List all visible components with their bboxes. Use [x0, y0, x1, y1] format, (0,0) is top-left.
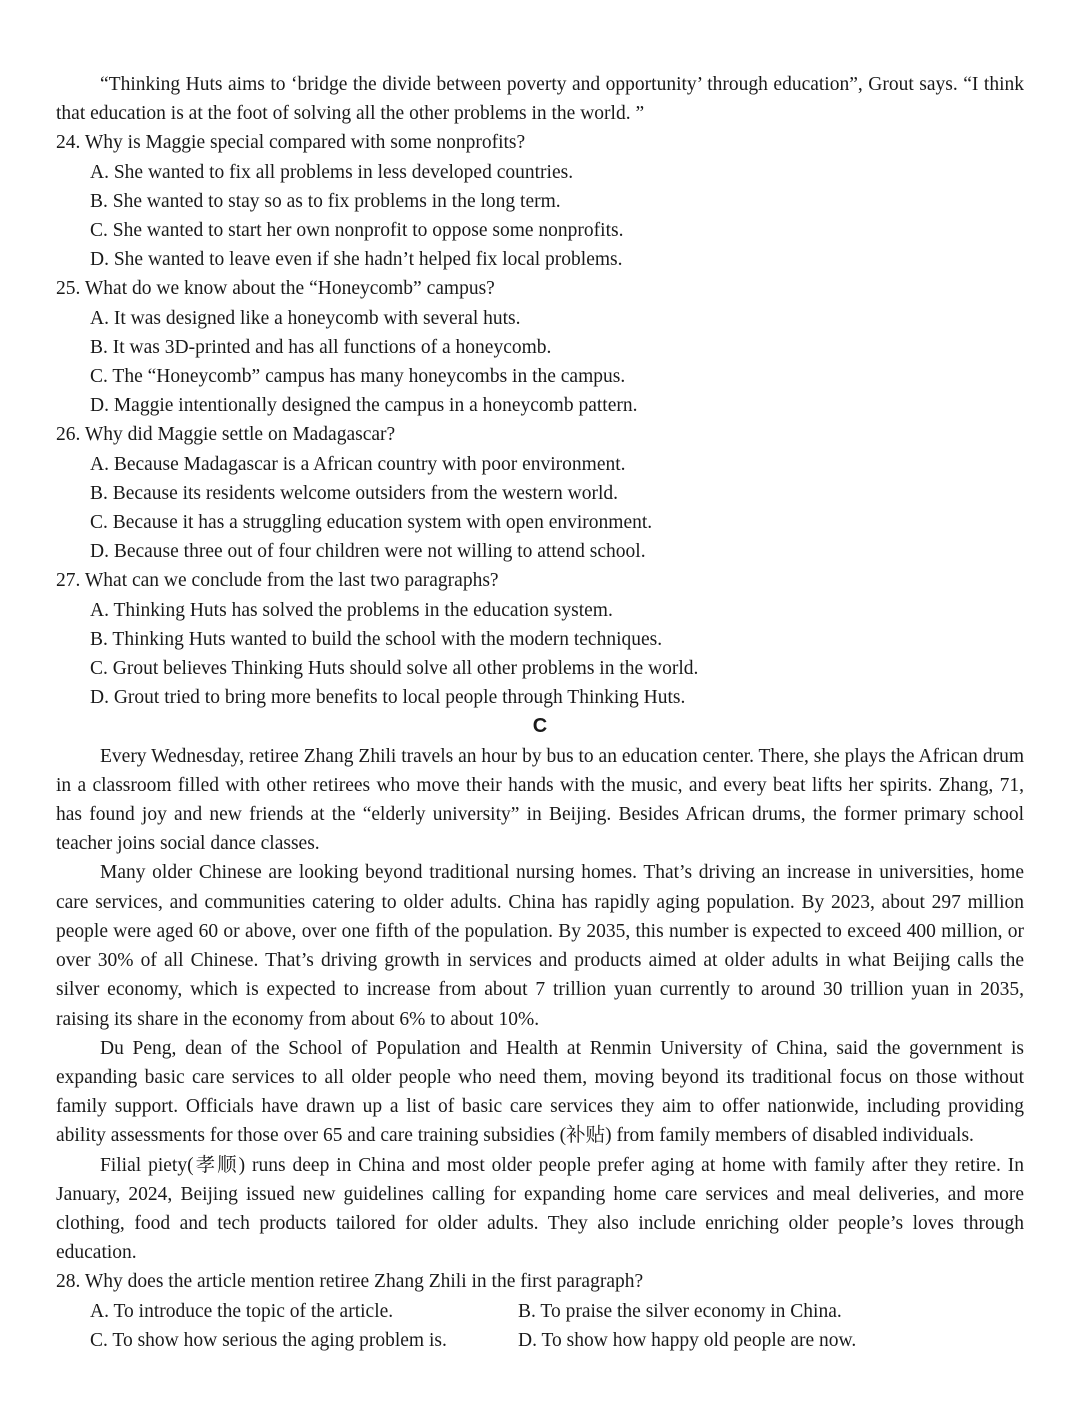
section-c-paragraph-3: Du Peng, dean of the School of Population and Health at Renmin University of China, said the government is expanding basic care services to all older people who need them, moving beyond its traditional focus on those without family support. Officials have drawn up a list of basic care services they aim to offer nationwide, including providing ability assessments for those over 65 and care training subsidies (补贴) from family members of disabled individuals.	[56, 1037, 1024, 1147]
option-d: D. To show how happy old people are now.	[518, 1329, 857, 1351]
question-stem: 28. Why does the article mention retiree Zhang Zhili in the first paragraph?	[56, 1271, 644, 1293]
section-c-title: C	[532, 715, 548, 738]
option-d: D. Grout tried to bring more benefits to local people through Thinking Huts.	[90, 687, 686, 709]
option-d: D. Maggie intentionally designed the campus in a honeycomb pattern.	[90, 395, 638, 417]
option-row-2	[56, 1326, 1024, 1355]
question-28	[56, 1267, 1024, 1355]
option-c: C. Because it has a struggling education system with open environment.	[90, 512, 653, 534]
question-27	[56, 566, 1024, 712]
option-a: A. To introduce the topic of the article.	[90, 1300, 394, 1322]
question-stem: 24. Why is Maggie special compared with some nonprofits?	[56, 132, 526, 154]
option-b: B. To praise the silver economy in China.	[518, 1300, 842, 1322]
option-d: D. She wanted to leave even if she hadn’t helped fix local problems.	[90, 249, 623, 271]
option-a: A. Thinking Huts has solved the problems in the education system.	[90, 599, 613, 621]
question-26	[56, 420, 1024, 566]
option-b: B. Because its residents welcome outsiders from the western world.	[90, 482, 618, 504]
option-c: C. Grout believes Thinking Huts should solve all other problems in the world.	[90, 658, 699, 680]
question-stem: 27. What can we conclude from the last two paragraphs?	[56, 570, 499, 592]
option-a: A. Because Madagascar is a African country with poor environment.	[90, 453, 626, 475]
option-c: C. She wanted to start her own nonprofit to oppose some nonprofits.	[90, 220, 624, 242]
option-c: C. To show how serious the aging problem is.	[90, 1329, 447, 1351]
option-a: A. She wanted to fix all problems in less developed countries.	[90, 161, 574, 183]
passage-b-final-paragraph: “Thinking Huts aims to ‘bridge the divide between poverty and opportunity’ through education”, Grout says. “I think that education is at the foot of solving all the other problems in the world. ”	[56, 74, 1024, 125]
question-stem: 26. Why did Maggie settle on Madagascar?	[56, 424, 396, 446]
section-c-paragraph-1: Every Wednesday, retiree Zhang Zhili travels an hour by bus to an education center. There, she plays the African drum in a classroom filled with other retirees who move their hands with the music, and every beat lifts her spirits. Zhang, 71, has found joy and new friends at the “elderly university” in Beijing. Besides African drums, the former primary school teacher joins social dance classes.	[56, 745, 1024, 855]
option-b: B. Thinking Huts wanted to build the school with the modern techniques.	[90, 628, 663, 650]
question-24	[56, 128, 1024, 274]
exam-page	[56, 70, 1024, 1355]
option-row-1	[56, 1297, 1024, 1326]
option-d: D. Because three out of four children were not willing to attend school.	[90, 541, 646, 563]
section-c-paragraph-4: Filial piety(孝顺) runs deep in China and most older people prefer aging at home with family after they retire. In January, 2024, Beijing issued new guidelines calling for expanding home care services and meal deliveries, and more clothing, food and tech products tailored for older adults. They also include enriching older people’s loves through education.	[56, 1154, 1024, 1264]
option-b: B. It was 3D-printed and has all functions of a honeycomb.	[90, 336, 552, 358]
section-c-paragraph-2: Many older Chinese are looking beyond traditional nursing homes. That’s driving an increase in universities, home care services, and communities catering to older adults. China has rapidly aging population. By 2023, about 297 million people were aged 60 or above, over one fifth of the population. By 2035, this number is expected to exceed 400 million, or over 30% of all Chinese. That’s driving growth in services and products aimed at older adults in what Beijing calls the silver economy, which is expected to increase from about 7 trillion yuan currently to around 30 trillion yuan in 2035, raising its share in the economy from about 6% to about 10%.	[56, 862, 1024, 1030]
option-c: C. The “Honeycomb” campus has many honeycombs in the campus.	[90, 366, 626, 388]
option-b: B. She wanted to stay so as to fix problems in the long term.	[90, 190, 561, 212]
question-stem: 25. What do we know about the “Honeycomb” campus?	[56, 278, 495, 300]
question-25	[56, 274, 1024, 420]
option-a: A. It was designed like a honeycomb with several huts.	[90, 307, 521, 329]
